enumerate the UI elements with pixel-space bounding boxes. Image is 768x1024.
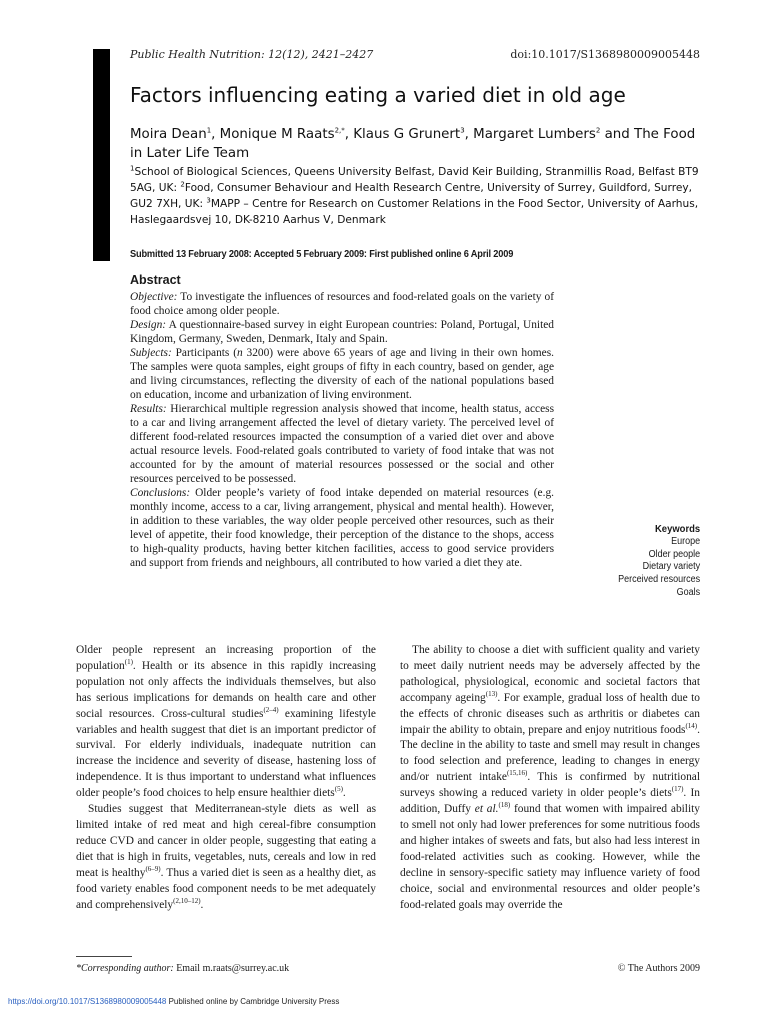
body-paragraph: Studies suggest that Mediterranean-style diets as well as limited intake of red meat and high cereal-fibre consumption reduce CVD and cancer in older people, suggesting that eating a diet that is high in fruits, vegetables, nuts, cereals and low in red meat is healthy$^{(6-9)}$. Thus a varied diet is seen as a healthy diet, as food variety enables food component needs to be met adequately and comprehensively$^{(2,10-12)}$.: [76, 803, 376, 911]
publisher-footer: https://doi.org/10.1017/S1368980009005448 Published online by Cambridge University Press: [8, 997, 340, 1006]
affiliation-ref: 2,*: [334, 126, 345, 135]
affiliation-ref: 2: [595, 126, 601, 135]
keywords-heading: Keywords: [654, 523, 700, 535]
author-name: Moira Dean: [130, 127, 207, 142]
affiliation-ref: 1: [206, 126, 212, 135]
footnote-rule: [76, 956, 132, 957]
affiliations: $^1$School of Biological Sciences, Queens University Belfast, David Keir Building, Stranmillis Road, Belfast BT9 5AG, UK: $^2$Food, Consumer Behaviour and Health Research Centre, University of Surrey, Guildford, Surrey, GU2 7XH, UK: $^3$MAPP – Centre for Research on Customer Relations in the Food Sector, University of Aarhus, Haslegaardsvej 10, DK-8210 Aarhus V, Denmark: [130, 164, 699, 226]
body-column-right: [400, 643, 700, 913]
keyword-item: Europe: [670, 535, 700, 547]
author-list: [130, 125, 710, 163]
abstract-heading: Abstract: [130, 273, 181, 287]
keyword-item: Goals: [676, 586, 700, 598]
body-paragraph: Older people represent an increasing proportion of the population$^{(1)}$. Health or its absence in this rapidly increasing population not only affects the individuals themselves, but also has serious implications for demands on health care and other social resources. Cross-cultural studies$^{(2-4)}$ examining lifestyle variables and health suggest that diet is an important predictor of survival. For elderly individuals, inadequate nutrition can increase the incidence and severity of disease, hastening loss of independence. It is thus important to understand what influences older people’s food choices to help ensure healthier diets$^{(5)}$.: [76, 644, 376, 800]
affiliation-ref: 3: [460, 126, 465, 135]
abstract-subjects: Subjects: Participants (n 3200) were above 65 years of age and living in their own homes. The samples were quota samples, eight groups of fifty in each country, based on gender, age and living circumstances, reflecting the diversity of each of the national populations based on education, income and urbanization of living environment.: [130, 347, 554, 401]
abstract-objective: Objective: To investigate the influences of resources and food-related goals on the variety of food choice among older people.: [130, 291, 554, 317]
body-column-left: [76, 643, 376, 913]
body-paragraph: The ability to choose a diet with sufficient quality and variety to meet daily nutrient needs may be adversely affected by the pathological, physiological, economic and societal factors that accompany ageing$^{(13)}$. For example, gradual loss of health due to the effects of chronic diseases such as arthritis or diabetes can impair the ability to obtain, prepare and enjoy nutritious foods$^{(14)}$. The decline in the ability to taste and smell may result in changes to food selection and preference, leading to changes in energy and/or nutrient intake$^{(15,16)}$. This is confirmed by nutritional surveys showing a reduced variety in older people’s diets$^{(17)}$. In addition, Duffy et al.$^{(18)}$ found that women with impaired ability to smell not only had lower preferences for some nutritious foods and higher intakes of sweets and fats, but also had less interest in food-related activities such as cooking. However, while the decline in sensory-specific satiety may influence variety of food choice, social and environmental resources and older people’s food-related goals may override the: [400, 644, 701, 911]
keyword-item: Perceived resources: [617, 574, 700, 586]
author-name: , Klaus G Grunert: [344, 127, 461, 142]
abstract-body: [130, 290, 554, 570]
article-title: Factors influencing eating a varied diet in old age: [130, 83, 626, 107]
abstract-design: Design: A questionnaire-based survey in eight European countries: Poland, Portugal, United Kingdom, Germany, Sweden, Denmark, Italy and Spain.: [130, 319, 554, 345]
doi-link[interactable]: https://doi.org/10.1017/S1368980009005448: [8, 997, 167, 1006]
doi-header: doi:10.1017/S1368980009005448: [510, 48, 700, 61]
keyword-item: Older people: [648, 548, 700, 560]
black-margin-bar: [93, 49, 110, 261]
author-name: , Monique M Raats: [211, 127, 335, 142]
copyright-notice: © The Authors 2009: [617, 963, 700, 974]
journal-citation: Public Health Nutrition: 12(12), 2421–2427: [130, 48, 374, 61]
author-name: , Margaret Lumbers: [464, 127, 596, 142]
abstract-results: Results: Hierarchical multiple regression analysis showed that income, health status, access to a car and living arrangement affected the level of dietary variety. The perceived level of different food-related resources impacted the consumption of a varied diet over and above actual resource levels. Food-related goals contributed to variety of food intake that was not accounted for by the amount of material resources possessed or the social and other resources perceived to be possessed.: [130, 403, 554, 485]
author-group: and The Food in Later Life Team: [130, 127, 696, 161]
keyword-item: Dietary variety: [642, 561, 700, 573]
corresponding-author-footnote: *Corresponding author: Email m.raats@surrey.ac.uk: [76, 963, 290, 974]
keywords-box: [618, 523, 700, 600]
abstract-conclusions: Conclusions: Older people’s variety of food intake depended on material resources (e.g. monthly income, access to a car, living arrangement, physical and mental health). However, in addition to these variables, the way older people perceived other resources, such as their level of appetite, their food knowledge, their perception of the distance to the shops, access to high-quality products, having better kitchen facilities, access to good service providers and support from friends and neighbours, all contributed to how varied a diet they ate.: [130, 487, 554, 569]
submission-dates: Submitted 13 February 2008: Accepted 5 February 2009: First published online 6 April 2009: [130, 248, 514, 260]
